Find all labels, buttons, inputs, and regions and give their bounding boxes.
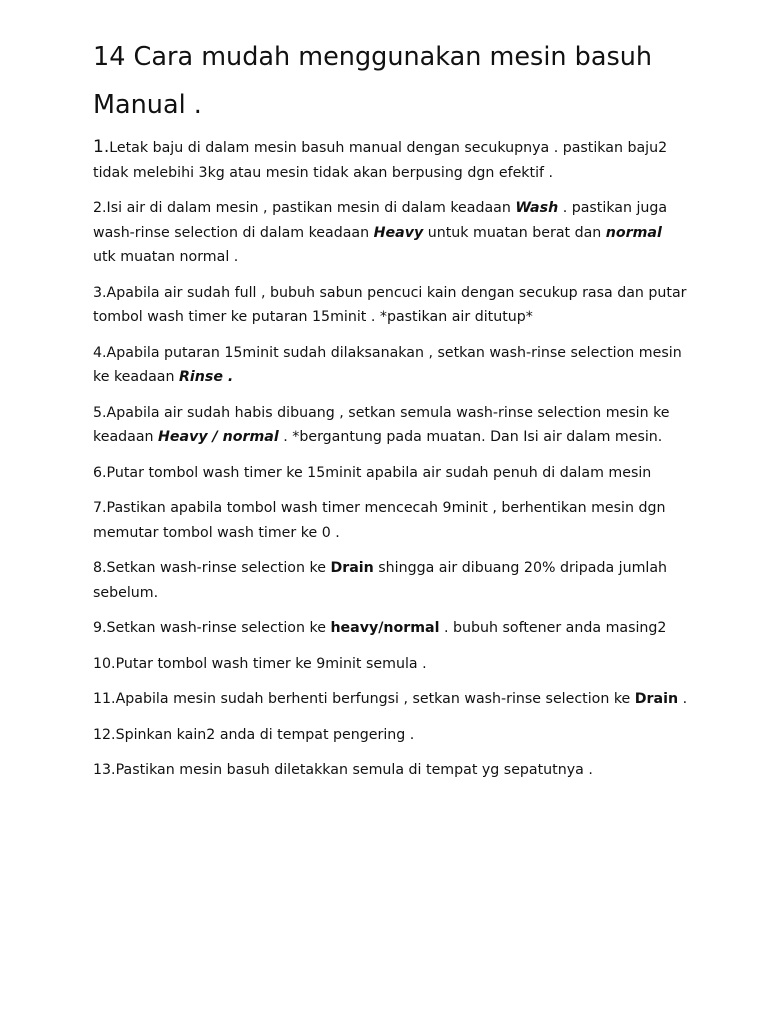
step-item [93,556,688,605]
step-emphasis: Heavy [373,224,424,241]
step-number: 6. [93,464,107,481]
step-text: Letak baju di dalam mesin basuh manual dengan secukupnya . pastikan baju2 tidak melebihi 3kg atau mesin tidak akan berpusing dgn efektif . [93,140,668,181]
step-emphasis: Heavy / normal [158,429,279,445]
step-text: shingga air dibuang 20% dripada jumlah sebelum. [93,560,668,601]
step-text: utk muatan normal . [93,249,239,265]
step-number: 11. [93,691,116,707]
step-number: 10. [93,655,116,672]
step-number: 5. [93,404,107,421]
step-number: 2. [93,200,107,216]
step-emphasis: normal [605,224,662,241]
step-item [93,652,688,677]
step-text: Setkan wash-rinse selection ke [106,620,331,636]
step-item [93,496,688,545]
step-text: . pastikan juga wash-rinse selection di dalam keadaan [93,200,668,241]
steps-list [93,135,688,794]
step-emphasis: Drain [634,691,679,707]
step-emphasis: heavy/normal [330,620,440,636]
step-item [93,723,688,748]
step-number: 1. [93,137,110,157]
document-title: 14 Cara mudah menggunakan mesin basuh Manual . [93,42,653,120]
step-text: Putar tombol wash timer ke 15minit apabila air sudah penuh di dalam mesin [106,464,652,481]
step-text: . *bergantung pada muatan. Dan Isi air dalam mesin. [278,429,663,445]
step-number: 3. [93,284,107,301]
step-number: 12. [93,726,116,743]
step-text: untuk muatan berat dan [423,224,606,241]
step-item [93,461,688,486]
step-item [93,616,688,641]
step-item [93,281,688,330]
step-text: Isi air di dalam mesin , pastikan mesin di dalam keadaan [106,200,516,216]
step-number: 7. [93,500,107,516]
step-item [93,135,688,185]
step-item [93,341,688,390]
step-emphasis: Drain [330,560,374,576]
step-text: Apabila air sudah habis dibuang , setkan semula wash-rinse selection mesin ke keadaan [93,404,670,445]
step-text: . bubuh softener anda masing2 [439,620,667,636]
step-text: Apabila mesin sudah berhenti berfungsi , setkan wash-rinse selection ke [115,691,635,707]
step-number: 4. [93,344,107,361]
step-text: . [678,691,688,707]
step-text: Pastikan mesin basuh diletakkan semula di tempat yg sepatutnya . [115,762,593,778]
step-emphasis: Wash [515,200,559,216]
step-text: Setkan wash-rinse selection ke [106,560,331,576]
step-text: Apabila putaran 15minit sudah dilaksanakan , setkan wash-rinse selection mesin ke keadaan [93,344,682,385]
step-item [93,196,688,270]
step-number: 13. [93,762,116,778]
step-item [93,687,688,712]
step-text: Putar tombol wash timer ke 9minit semula . [115,655,427,672]
step-number: 8. [93,560,107,576]
step-text: Apabila air sudah full , bubuh sabun pencuci kain dengan secukup rasa dan putar tombol wash timer ke putaran 15minit . *pastikan air ditutup* [93,284,687,325]
step-text: Pastikan apabila tombol wash timer mencecah 9minit , berhentikan mesin dgn memutar tombol wash timer ke 0 . [93,500,666,541]
step-number: 9. [93,620,107,636]
step-emphasis: Rinse . [178,369,234,385]
step-text: Spinkan kain2 anda di tempat pengering . [115,726,415,743]
step-item [93,401,688,450]
step-item [93,758,688,783]
